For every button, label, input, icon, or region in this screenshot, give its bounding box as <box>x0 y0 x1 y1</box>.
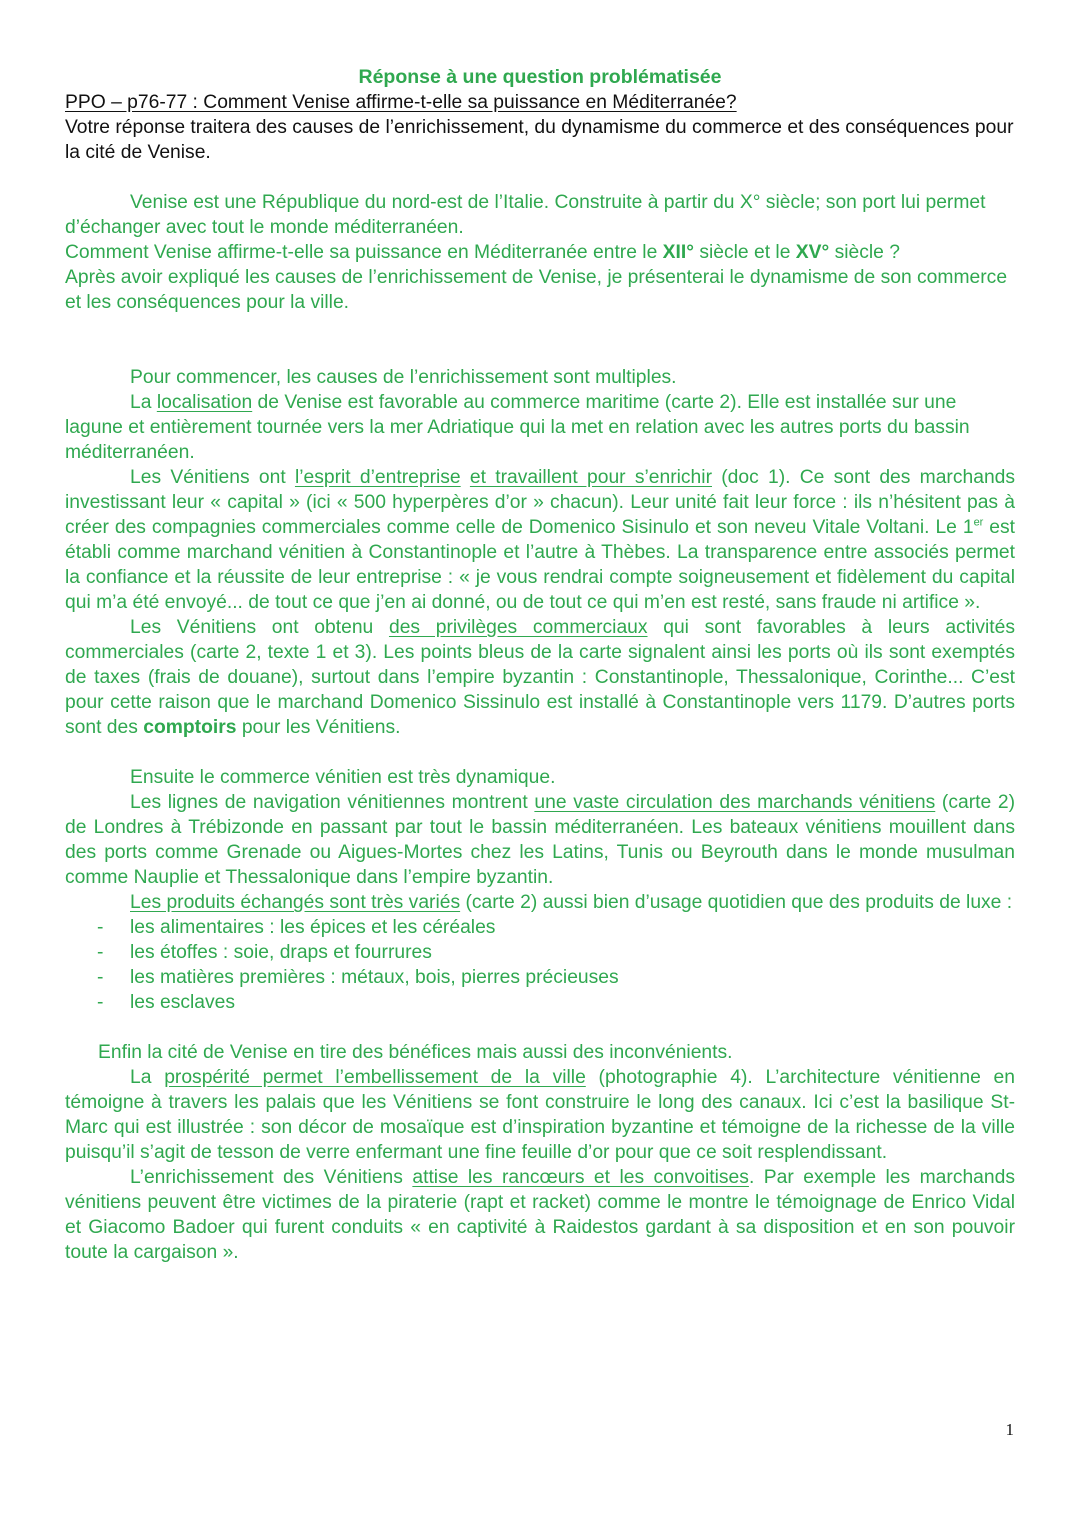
part1-lead: Pour commencer, les causes de l’enrichissement sont multiples. <box>130 367 677 388</box>
instructions-text: Votre réponse traitera des causes de l’enrichissement, du dynamisme du commerce et des conséquences pour la cité de Venise. <box>65 117 1014 163</box>
text-run: Comment Venise affirme-t-elle sa puissance en Méditerranée entre le <box>65 242 663 263</box>
localisation-paragraph <box>65 390 1015 465</box>
text-run: (carte 2) aussi bien d’usage quotidien que des produits de luxe : <box>460 892 1013 913</box>
text-run: (photographie 4). L’architecture vénitienne en témoigne à travers les palais que les Vénitiens se font construire le long des canaux. Ici c’est la basilique St-Marc qui est illustrée : son décor de mosaïque est d’inspiration byzantine et témoigne de la richesse de la ville puisqu’il s’agit de tesson de verre enfermant une fine feuille d’or pour que ce soit resplendissant. <box>65 1067 1015 1163</box>
text-run: siècle et le <box>693 242 796 263</box>
text-run: Les Vénitiens ont obtenu <box>130 617 389 638</box>
problem-statement <box>65 240 1015 265</box>
spacer <box>65 740 1015 765</box>
key-idea: des privilèges commerciaux <box>388 617 648 638</box>
key-idea: localisation <box>156 392 253 413</box>
key-idea: et travaillent pour s’enrichir <box>469 467 712 488</box>
prosperity-paragraph <box>65 1065 1015 1165</box>
century-end: XV° <box>795 242 830 263</box>
question-heading: PPO – p76-77 : Comment Venise affirme-t-elle sa puissance en Méditerranée? <box>65 92 737 113</box>
text-run: qui sont favorables à leurs activités commerciales (carte 2, texte 1 et 3). Les points bleus de la carte signalent ainsi les ports où ils sont exemptés de taxes (frais de douane), surtout dans l’empire byzantin : Constantinople, Thessalonique, Corinthe... C’est pour cette raison que le marchand Domenico Sissinulo est installé à Constantinople vers 1179. D’autres ports sont des <box>65 617 1015 738</box>
text-run: La <box>130 392 157 413</box>
text-run: . Par exemple les marchands vénitiens peuvent être victimes de la piraterie (rapt et racket) comme le montre le témoignage de Enrico Vidal et Giacomo Badoer qui furent conduits « en captivité à Raidestos gardant à sa disposition et en son pouvoir toute la cargaison ». <box>65 1167 1015 1263</box>
bold-term: comptoirs <box>143 717 237 738</box>
key-idea: une vaste circulation des marchands vénitiens <box>534 792 936 813</box>
part3-lead: Enfin la cité de Venise en tire des bénéfices mais aussi des inconvénients. <box>98 1042 733 1063</box>
key-idea: Les produits échangés sont très variés <box>130 892 461 913</box>
text-run: (doc 1). Ce sont des marchands investissant leur « capital » (ici « 500 hyperpères d’or » chacun). Leur unité fait leur force : ils n’hésitent pas à créer des compagnies commerciales comme celle de Domenico Sisinulo et son neveu Vitale Voltani. Le 1 <box>65 467 1016 538</box>
privileges-paragraph <box>65 615 1015 740</box>
text-run <box>461 467 470 488</box>
text-run: Les Vénitiens ont <box>130 467 295 488</box>
part2-lead: Ensuite le commerce vénitien est très dynamique. <box>130 767 556 788</box>
navigation-paragraph <box>65 790 1015 890</box>
text-run: siècle ? <box>829 242 900 263</box>
century-start: XII° <box>662 242 694 263</box>
list-item: - les esclaves <box>65 990 1015 1015</box>
text-run: de Venise est favorable au commerce maritime (carte 2). Elle est installée sur une lagune et entièrement tournée vers la mer Adriatique qui la met en relation avec les autres ports du bassin méditerranéen. <box>65 392 970 463</box>
key-idea: l’esprit d’entreprise <box>294 467 461 488</box>
spacer <box>65 165 1015 190</box>
list-item: - les étoffes : soie, draps et fourrures <box>65 940 1015 965</box>
document-page <box>65 65 1015 1265</box>
list-item: - les alimentaires : les épices et les céréales <box>65 915 1015 940</box>
list-item: - les matières premières : métaux, bois, pierres précieuses <box>65 965 1015 990</box>
page-number: 1 <box>1005 1420 1014 1439</box>
products-paragraph <box>65 890 1015 915</box>
text-run: L’enrichissement des Vénitiens <box>130 1167 413 1188</box>
ordinal-superscript: er <box>973 516 984 529</box>
text-run: pour les Vénitiens. <box>236 717 401 738</box>
spacer <box>65 1015 1015 1040</box>
key-idea: attise les rancœurs et les convoitises <box>412 1167 749 1188</box>
entrepreneurship-paragraph <box>65 465 1015 615</box>
products-list <box>65 915 1015 1015</box>
key-idea: prospérité permet l’embellissement de la ville <box>164 1067 586 1088</box>
text-run: Les lignes de navigation vénitiennes montrent <box>130 792 535 813</box>
resentment-paragraph <box>65 1165 1015 1265</box>
intro-paragraph: Venise est une République du nord-est de l’Italie. Construite à partir du X° siècle; son port lui permet d’échanger avec tout le monde méditerranéen. <box>65 192 986 238</box>
text-run: est établi comme marchand vénitien à Constantinople et l’autre à Thèbes. La transparence entre associés permet la confiance et la réussite de leur entreprise : « je vous rendrai compte soigneusement et fidèlement du capital qui m’a été envoyé... de tout ce que j’en ai donné, ou de tout ce qui m’en est resté, sans fraude ni artifice ». <box>65 517 1015 613</box>
text-run: (carte 2) de Londres à Trébizonde en passant par tout le bassin méditerranéen. Les bateaux vénitiens mouillent dans des ports comme Grenade ou Aigues-Mortes chez les Latins, Tunis ou Beyrouth dans le monde musulman comme Nauplie et Thessalonique dans l’empire byzantin. <box>65 792 1015 888</box>
plan-announcement: Après avoir expliqué les causes de l’enrichissement de Venise, je présenterai le dynamisme de son commerce et les conséquences pour la ville. <box>65 267 1008 313</box>
document-title: Réponse à une question problématisée <box>358 66 722 88</box>
text-run: La <box>130 1067 165 1088</box>
spacer <box>65 315 1015 365</box>
